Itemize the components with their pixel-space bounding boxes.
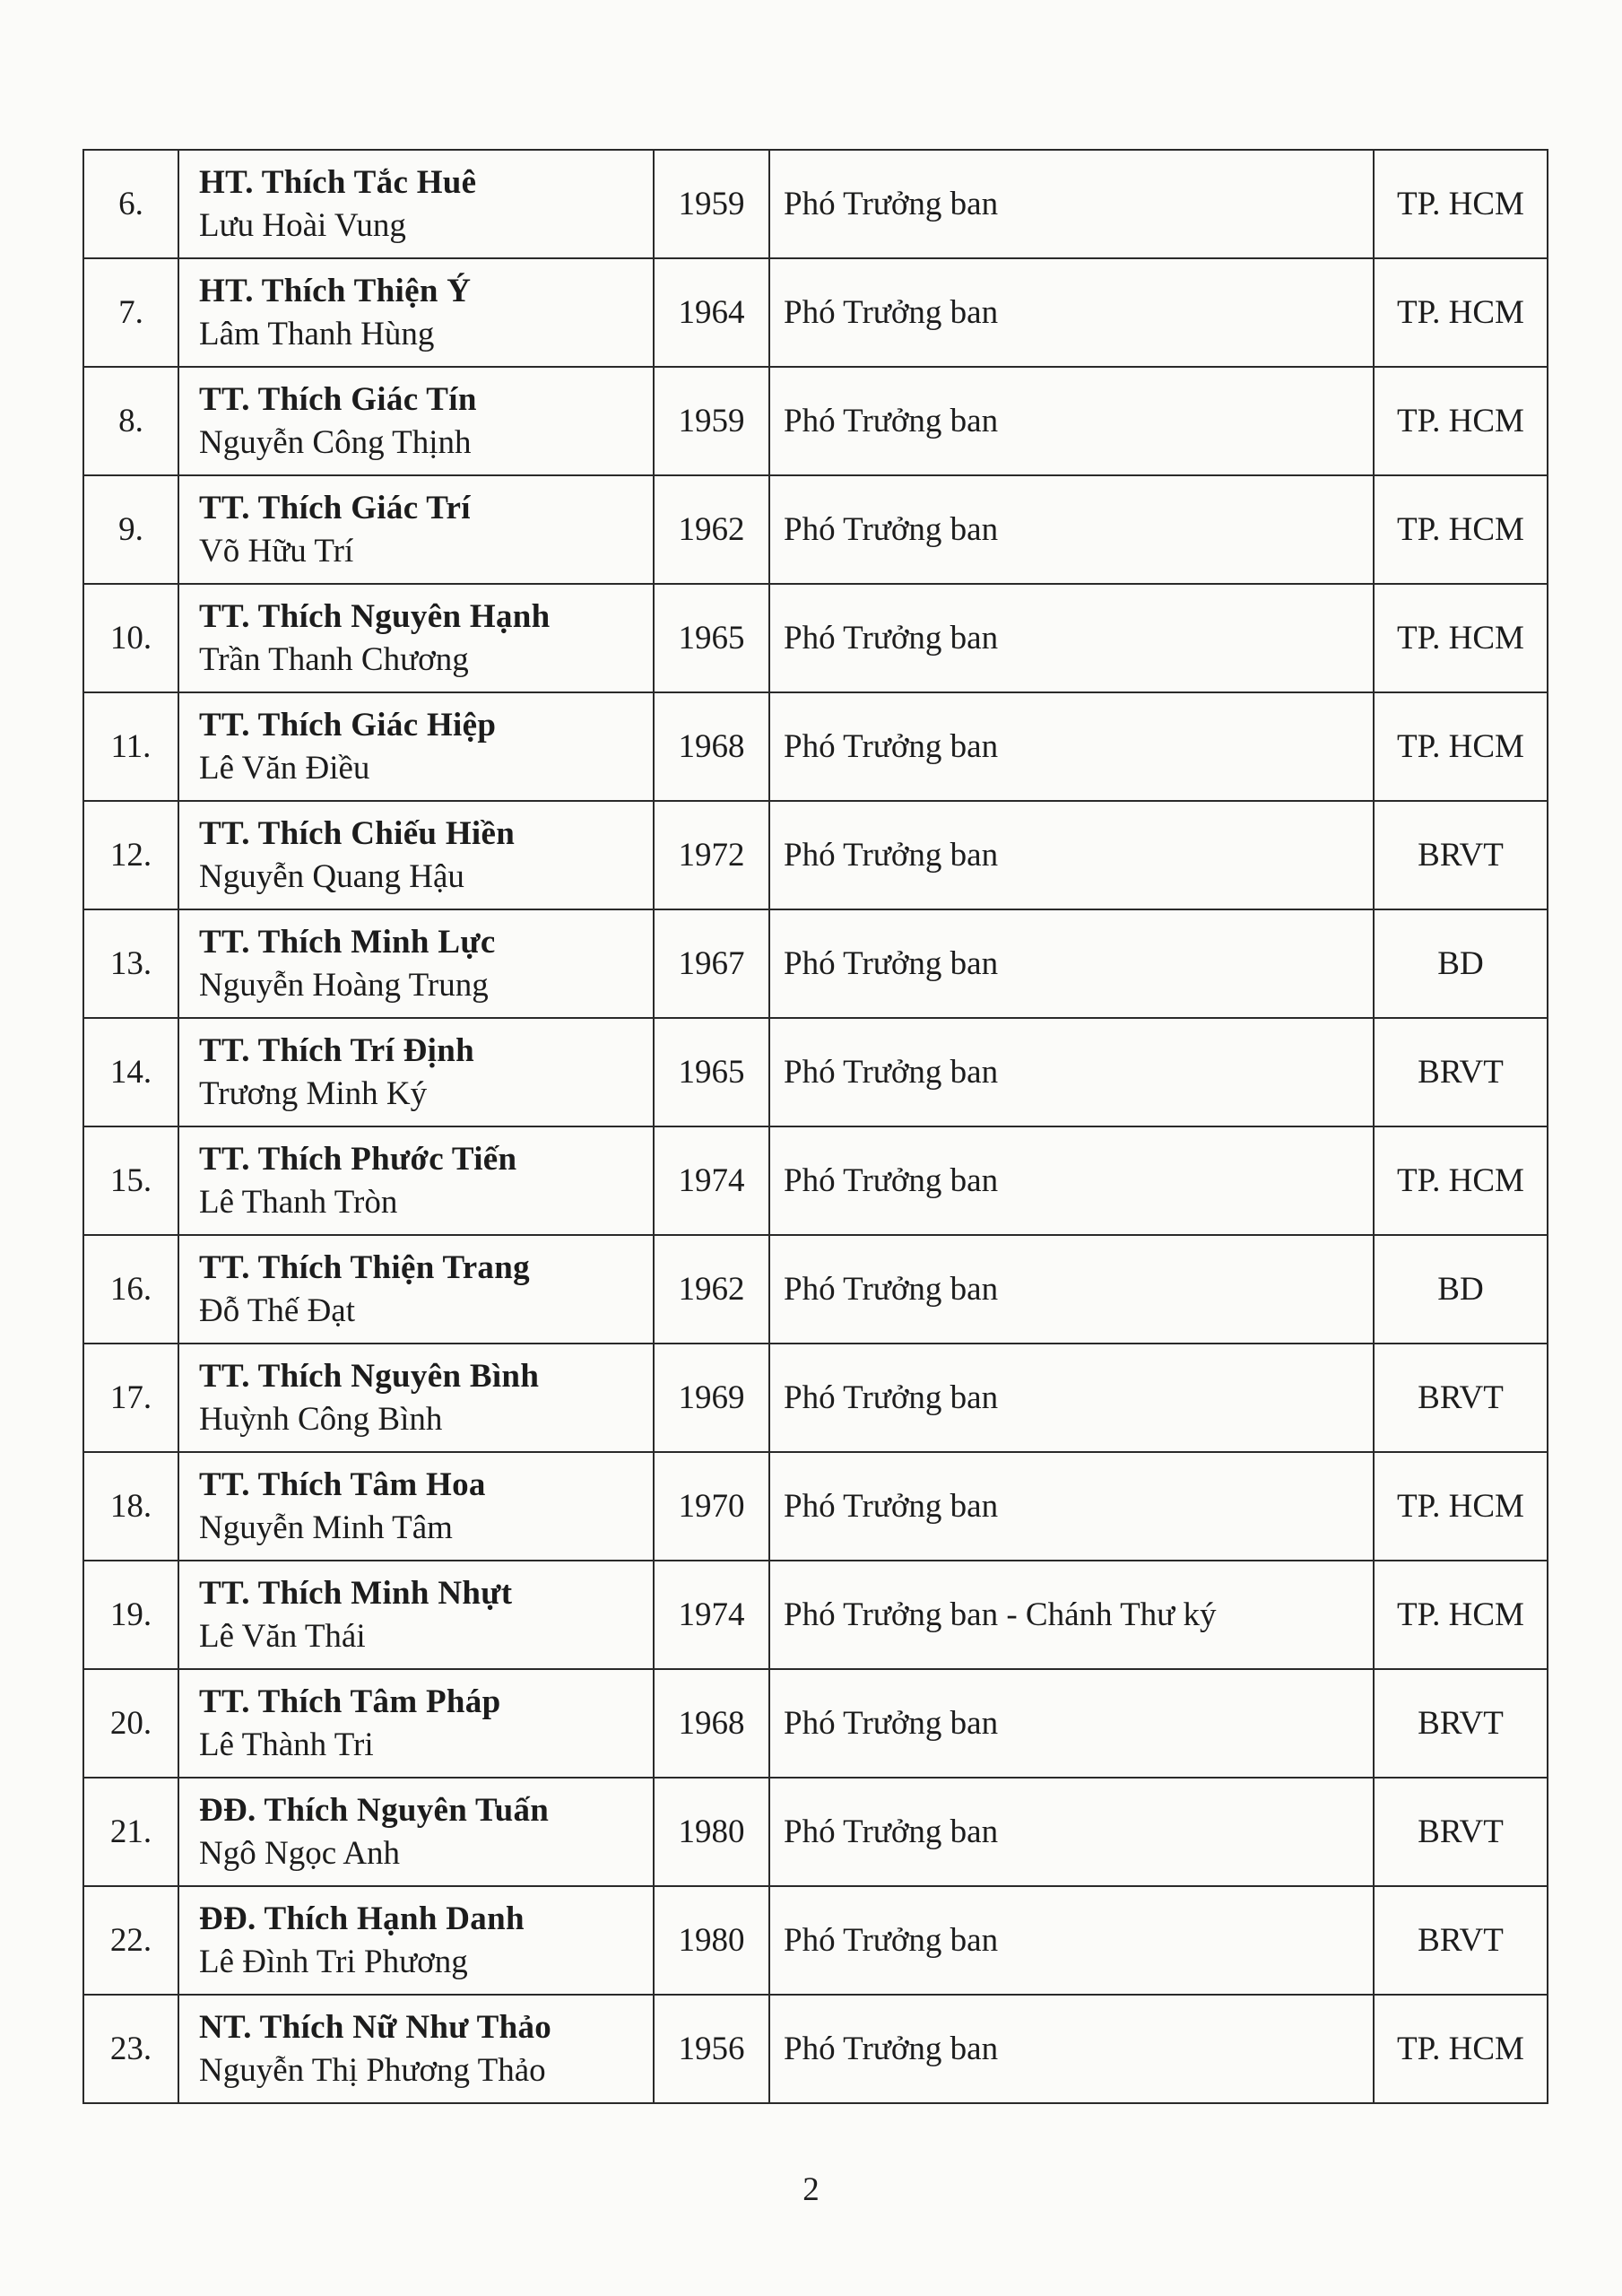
- birth-year: 1965: [654, 584, 769, 692]
- lay-name: Huỳnh Công Bình: [199, 1400, 443, 1438]
- locality: TP. HCM: [1374, 475, 1548, 584]
- lay-name: Đỗ Thế Đạt: [199, 1292, 355, 1329]
- birth-year: 1959: [654, 367, 769, 475]
- table-row: [83, 584, 1548, 692]
- position: Phó Trưởng ban: [769, 150, 1374, 258]
- dharma-name: HT. Thích Thiện Ý: [199, 272, 472, 309]
- locality: BRVT: [1374, 801, 1548, 909]
- dharma-name: TT. Thích Giác Trí: [199, 489, 471, 526]
- dharma-name: ĐĐ. Thích Hạnh Danh: [199, 1900, 525, 1937]
- table-row: [83, 909, 1548, 1018]
- table-row: [83, 150, 1548, 258]
- lay-name: Ngô Ngọc Anh: [199, 1834, 401, 1872]
- row-number: 9.: [83, 475, 178, 584]
- birth-year: 1974: [654, 1561, 769, 1669]
- position: Phó Trưởng ban: [769, 801, 1374, 909]
- member-name-cell: [178, 1126, 654, 1235]
- member-name-cell: [178, 367, 654, 475]
- position: Phó Trưởng ban: [769, 1344, 1374, 1452]
- table-row: [83, 1452, 1548, 1561]
- table-row: [83, 692, 1548, 801]
- birth-year: 1974: [654, 1126, 769, 1235]
- table-row: [83, 1886, 1548, 1995]
- table-row: [83, 801, 1548, 909]
- position: Phó Trưởng ban: [769, 258, 1374, 367]
- member-name-cell: [178, 1995, 654, 2103]
- position: Phó Trưởng ban: [769, 475, 1374, 584]
- row-number: 13.: [83, 909, 178, 1018]
- locality: BRVT: [1374, 1778, 1548, 1886]
- member-name-cell: [178, 584, 654, 692]
- position: Phó Trưởng ban: [769, 909, 1374, 1018]
- position: Phó Trưởng ban: [769, 1018, 1374, 1126]
- position: Phó Trưởng ban: [769, 1995, 1374, 2103]
- table-row: [83, 258, 1548, 367]
- lay-name: Lê Thanh Tròn: [199, 1183, 398, 1221]
- lay-name: Lê Văn Điều: [199, 749, 370, 787]
- dharma-name: ĐĐ. Thích Nguyên Tuấn: [199, 1791, 550, 1829]
- lay-name: Trần Thanh Chương: [199, 640, 469, 678]
- birth-year: 1959: [654, 150, 769, 258]
- row-number: 12.: [83, 801, 178, 909]
- row-number: 14.: [83, 1018, 178, 1126]
- row-number: 10.: [83, 584, 178, 692]
- position: Phó Trưởng ban: [769, 1235, 1374, 1344]
- dharma-name: TT. Thích Nguyên Bình: [199, 1357, 540, 1395]
- birth-year: 1956: [654, 1995, 769, 2103]
- lay-name: Nguyễn Quang Hậu: [199, 857, 464, 895]
- member-name-cell: [178, 1018, 654, 1126]
- locality: TP. HCM: [1374, 150, 1548, 258]
- dharma-name: HT. Thích Tắc Huê: [199, 163, 477, 201]
- locality: TP. HCM: [1374, 1995, 1548, 2103]
- row-number: 20.: [83, 1669, 178, 1778]
- dharma-name: TT. Thích Tâm Hoa: [199, 1465, 486, 1503]
- position: Phó Trưởng ban - Chánh Thư ký: [769, 1561, 1374, 1669]
- locality: TP. HCM: [1374, 692, 1548, 801]
- table-row: [83, 367, 1548, 475]
- member-name-cell: [178, 909, 654, 1018]
- lay-name: Nguyễn Thị Phương Thảo: [199, 2051, 546, 2089]
- table-row: [83, 1669, 1548, 1778]
- member-table-body: [83, 150, 1548, 2103]
- locality: BD: [1374, 909, 1548, 1018]
- lay-name: Nguyễn Công Thịnh: [199, 423, 472, 461]
- locality: TP. HCM: [1374, 1561, 1548, 1669]
- row-number: 17.: [83, 1344, 178, 1452]
- row-number: 11.: [83, 692, 178, 801]
- locality: TP. HCM: [1374, 584, 1548, 692]
- position: Phó Trưởng ban: [769, 1886, 1374, 1995]
- member-name-cell: [178, 475, 654, 584]
- lay-name: Lê Thành Tri: [199, 1726, 374, 1763]
- locality: BD: [1374, 1235, 1548, 1344]
- dharma-name: TT. Thích Minh Lực: [199, 923, 496, 961]
- locality: TP. HCM: [1374, 1126, 1548, 1235]
- lay-name: Võ Hữu Trí: [199, 532, 354, 570]
- lay-name: Lưu Hoài Vung: [199, 206, 406, 244]
- dharma-name: TT. Thích Minh Nhựt: [199, 1574, 513, 1612]
- row-number: 7.: [83, 258, 178, 367]
- row-number: 16.: [83, 1235, 178, 1344]
- lay-name: Lê Đình Tri Phương: [199, 1943, 468, 1980]
- table-row: [83, 1126, 1548, 1235]
- table-row: [83, 1561, 1548, 1669]
- locality: TP. HCM: [1374, 258, 1548, 367]
- position: Phó Trưởng ban: [769, 1126, 1374, 1235]
- birth-year: 1965: [654, 1018, 769, 1126]
- member-name-cell: [178, 1344, 654, 1452]
- dharma-name: TT. Thích Thiện Trang: [199, 1248, 530, 1286]
- locality: TP. HCM: [1374, 1452, 1548, 1561]
- member-name-cell: [178, 801, 654, 909]
- row-number: 21.: [83, 1778, 178, 1886]
- position: Phó Trưởng ban: [769, 584, 1374, 692]
- member-name-cell: [178, 258, 654, 367]
- member-table: [82, 149, 1548, 2104]
- table-row: [83, 1778, 1548, 1886]
- birth-year: 1962: [654, 475, 769, 584]
- position: Phó Trưởng ban: [769, 692, 1374, 801]
- lay-name: Trương Minh Ký: [199, 1074, 428, 1112]
- position: Phó Trưởng ban: [769, 1669, 1374, 1778]
- birth-year: 1969: [654, 1344, 769, 1452]
- dharma-name: TT. Thích Trí Định: [199, 1031, 475, 1069]
- dharma-name: TT. Thích Giác Tín: [199, 380, 477, 418]
- dharma-name: TT. Thích Nguyên Hạnh: [199, 597, 551, 635]
- lay-name: Nguyễn Hoàng Trung: [199, 966, 489, 1004]
- row-number: 8.: [83, 367, 178, 475]
- row-number: 22.: [83, 1886, 178, 1995]
- row-number: 18.: [83, 1452, 178, 1561]
- birth-year: 1972: [654, 801, 769, 909]
- locality: TP. HCM: [1374, 367, 1548, 475]
- table-row: [83, 1995, 1548, 2103]
- table-row: [83, 1235, 1548, 1344]
- dharma-name: TT. Thích Chiếu Hiền: [199, 814, 516, 852]
- dharma-name: TT. Thích Tâm Pháp: [199, 1683, 501, 1720]
- birth-year: 1968: [654, 1669, 769, 1778]
- dharma-name: TT. Thích Phước Tiến: [199, 1140, 517, 1178]
- dharma-name: TT. Thích Giác Hiệp: [199, 706, 497, 744]
- member-name-cell: [178, 1886, 654, 1995]
- birth-year: 1980: [654, 1778, 769, 1886]
- member-name-cell: [178, 692, 654, 801]
- birth-year: 1962: [654, 1235, 769, 1344]
- locality: BRVT: [1374, 1344, 1548, 1452]
- locality: BRVT: [1374, 1018, 1548, 1126]
- member-name-cell: [178, 1235, 654, 1344]
- row-number: 23.: [83, 1995, 178, 2103]
- birth-year: 1980: [654, 1886, 769, 1995]
- position: Phó Trưởng ban: [769, 367, 1374, 475]
- table-row: [83, 1344, 1548, 1452]
- member-name-cell: [178, 150, 654, 258]
- birth-year: 1970: [654, 1452, 769, 1561]
- row-number: 6.: [83, 150, 178, 258]
- row-number: 19.: [83, 1561, 178, 1669]
- member-name-cell: [178, 1778, 654, 1886]
- birth-year: 1967: [654, 909, 769, 1018]
- lay-name: Lâm Thanh Hùng: [199, 315, 435, 352]
- member-name-cell: [178, 1561, 654, 1669]
- table-row: [83, 1018, 1548, 1126]
- member-name-cell: [178, 1669, 654, 1778]
- position: Phó Trưởng ban: [769, 1778, 1374, 1886]
- position: Phó Trưởng ban: [769, 1452, 1374, 1561]
- birth-year: 1964: [654, 258, 769, 367]
- page-number: 2: [802, 2171, 820, 2208]
- row-number: 15.: [83, 1126, 178, 1235]
- lay-name: Nguyễn Minh Tâm: [199, 1509, 453, 1546]
- locality: BRVT: [1374, 1669, 1548, 1778]
- table-row: [83, 475, 1548, 584]
- lay-name: Lê Văn Thái: [199, 1617, 366, 1655]
- member-name-cell: [178, 1452, 654, 1561]
- dharma-name: NT. Thích Nữ Như Thảo: [199, 2008, 552, 2046]
- birth-year: 1968: [654, 692, 769, 801]
- locality: BRVT: [1374, 1886, 1548, 1995]
